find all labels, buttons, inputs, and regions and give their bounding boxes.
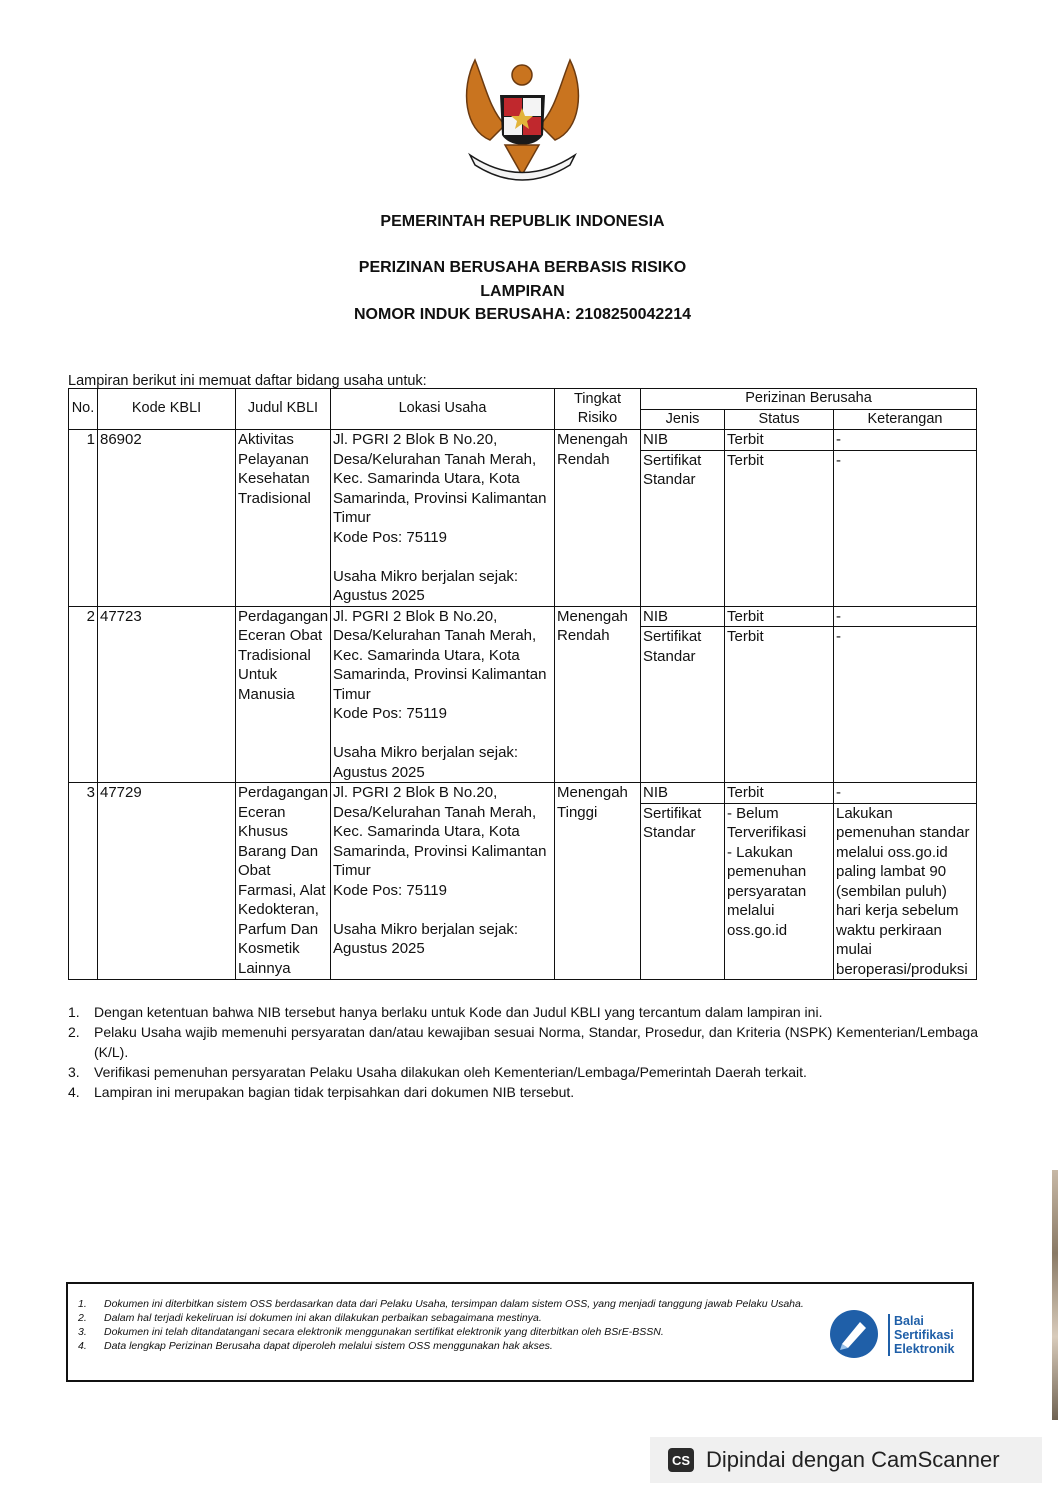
footer-note-item (78, 1339, 828, 1353)
footer-notes (78, 1297, 828, 1353)
header-perizinan: Perizinan Berusaha (641, 389, 977, 410)
note-text: Verifikasi pemenuhan persyaratan Pelaku Usaha dilakukan oleh Kementerian/Lembaga/Pemerintah Daerah terkait. (94, 1064, 807, 1080)
government-title: PEMERINTAH REPUBLIK INDONESIA (380, 213, 665, 230)
footer-note-number: 4. (78, 1340, 87, 1352)
cell-no: 2 (69, 606, 98, 783)
table-row (69, 430, 977, 451)
note-item (68, 1002, 978, 1022)
cell-judul: Perdagangan Eceran Obat Tradisional Untuk Manusia (236, 606, 331, 783)
cell-keterangan: - (834, 430, 977, 451)
cell-jenis: Sertifikat Standar (641, 627, 725, 783)
cell-lokasi: Jl. PGRI 2 Blok B No.20, Desa/Kelurahan Tanah Merah, Kec. Samarinda Utara, Kota Samarinda, Provinsi Kalimantan Timur Kode Pos: 75119 Usaha Mikro berjalan sejak: Agustus 2025 (331, 606, 555, 783)
cell-status: Terbit (725, 606, 834, 627)
bsre-line3: Elektronik (894, 1342, 955, 1356)
footer-note-item (78, 1311, 828, 1325)
cell-jenis: NIB (641, 783, 725, 804)
cell-risiko: Menengah Rendah (555, 606, 641, 783)
footer-note-number: 1. (78, 1298, 87, 1310)
cell-status: Terbit (725, 783, 834, 804)
header-kode: Kode KBLI (98, 389, 236, 430)
scan-edge (1052, 1170, 1058, 1420)
cell-no: 1 (69, 430, 98, 607)
footer-note-text: Dalam hal terjadi kekeliruan isi dokumen ini akan dilakukan perbaikan sebagaimana mestinya. (104, 1312, 542, 1324)
cell-kode: 86902 (98, 430, 236, 607)
intro-text: Lampiran berikut ini memuat daftar bidang usaha untuk: (68, 373, 427, 389)
camscanner-watermark (650, 1437, 1042, 1483)
note-item (68, 1082, 978, 1102)
cell-keterangan: - (834, 606, 977, 627)
note-number: 3. (68, 1064, 80, 1080)
camscanner-text: Dipindai dengan CamScanner (706, 1447, 1000, 1472)
note-text: Lampiran ini merupakan bagian tidak terpisahkan dari dokumen NIB tersebut. (94, 1084, 575, 1100)
footer-note-text: Dokumen ini telah ditandatangani secara elektronik menggunakan sertifikat elektronik yang diterbitkan oleh BSrE-BSSN. (104, 1326, 664, 1338)
document-title: PERIZINAN BERUSAHA BERBASIS RISIKO (358, 259, 687, 276)
header-judul: Judul KBLI (236, 389, 331, 430)
bsre-line2: Sertifikasi (894, 1328, 954, 1342)
note-item (68, 1022, 978, 1062)
cell-lokasi: Jl. PGRI 2 Blok B No.20, Desa/Kelurahan Tanah Merah, Kec. Samarinda Utara, Kota Samarinda, Provinsi Kalimantan Timur Kode Pos: 75119 Usaha Mikro berjalan sejak: Agustus 2025 (331, 430, 555, 607)
document-subtitle: LAMPIRAN (480, 283, 565, 300)
bsre-line1: Balai (894, 1314, 924, 1328)
cell-keterangan: - (834, 450, 977, 606)
cell-keterangan: Lakukan pemenuhan standar melalui oss.go.id paling lambat 90 (sembilan puluh) hari kerja sebelum waktu perkiraan mulai beroperasi/produksi (834, 803, 977, 980)
business-table (68, 388, 977, 980)
cell-kode: 47723 (98, 606, 236, 783)
table-row (69, 783, 977, 804)
bsre-pen-icon (828, 1308, 880, 1360)
cell-keterangan: - (834, 783, 977, 804)
note-text: Pelaku Usaha wajib memenuhi persyaratan dan/atau kewajiban sesuai Norma, Standar, Prosedur, dan Kriteria (NSPK) Kementerian/Lembaga (K/L). (94, 1024, 978, 1060)
cell-judul: Perdagangan Eceran Khusus Barang Dan Obat Farmasi, Alat Kedokteran, Parfum Dan Kosmetik Lainnya (236, 783, 331, 980)
footer-note-number: 3. (78, 1326, 87, 1338)
cell-status: Terbit (725, 450, 834, 606)
note-number: 4. (68, 1084, 80, 1100)
header-risiko: Tingkat Risiko (555, 389, 641, 430)
footer-note-item (78, 1297, 828, 1311)
cell-judul: Aktivitas Pelayanan Kesehatan Tradisional (236, 430, 331, 607)
garuda-emblem-icon (455, 50, 590, 190)
header-jenis: Jenis (641, 409, 725, 430)
note-number: 1. (68, 1004, 80, 1020)
camscanner-logo-icon: CS (668, 1448, 694, 1472)
cell-kode: 47729 (98, 783, 236, 980)
header-status: Status (725, 409, 834, 430)
footer-box (66, 1282, 974, 1382)
cell-no: 3 (69, 783, 98, 980)
cell-risiko: Menengah Rendah (555, 430, 641, 607)
cell-status: Terbit (725, 430, 834, 451)
bsre-logo (828, 1306, 968, 1366)
header-keterangan: Keterangan (834, 409, 977, 430)
cell-keterangan: - (834, 627, 977, 783)
cell-status: Terbit (725, 627, 834, 783)
note-text: Dengan ketentuan bahwa NIB tersebut hanya berlaku untuk Kode dan Judul KBLI yang tercantum dalam lampiran ini. (94, 1004, 823, 1020)
cell-jenis: NIB (641, 430, 725, 451)
footer-note-text: Data lengkap Perizinan Berusaha dapat diperoleh melalui sistem OSS menggunakan hak akses. (104, 1340, 553, 1352)
cell-lokasi: Jl. PGRI 2 Blok B No.20, Desa/Kelurahan Tanah Merah, Kec. Samarinda Utara, Kota Samarinda, Provinsi Kalimantan Timur Kode Pos: 75119 Usaha Mikro berjalan sejak: Agustus 2025 (331, 783, 555, 980)
table-row (69, 606, 977, 627)
note-number: 2. (68, 1024, 80, 1040)
cell-status: - Belum Terverifikasi - Lakukan pemenuhan persyaratan melalui oss.go.id (725, 803, 834, 980)
cell-jenis: NIB (641, 606, 725, 627)
notes-list (68, 1002, 978, 1102)
footer-note-text: Dokumen ini diterbitkan sistem OSS berdasarkan data dari Pelaku Usaha, tersimpan dalam sistem OSS, yang menjadi tanggung jawab Pelaku Usaha. (104, 1298, 804, 1310)
cell-jenis: Sertifikat Standar (641, 450, 725, 606)
header-lokasi: Lokasi Usaha (331, 389, 555, 430)
footer-note-number: 2. (78, 1312, 87, 1324)
nib-number: NOMOR INDUK BERUSAHA: 2108250042214 (353, 306, 691, 323)
cell-risiko: Menengah Tinggi (555, 783, 641, 980)
header-no: No. (69, 389, 98, 430)
footer-note-item (78, 1325, 828, 1339)
cell-jenis: Sertifikat Standar (641, 803, 725, 980)
note-item (68, 1062, 978, 1082)
